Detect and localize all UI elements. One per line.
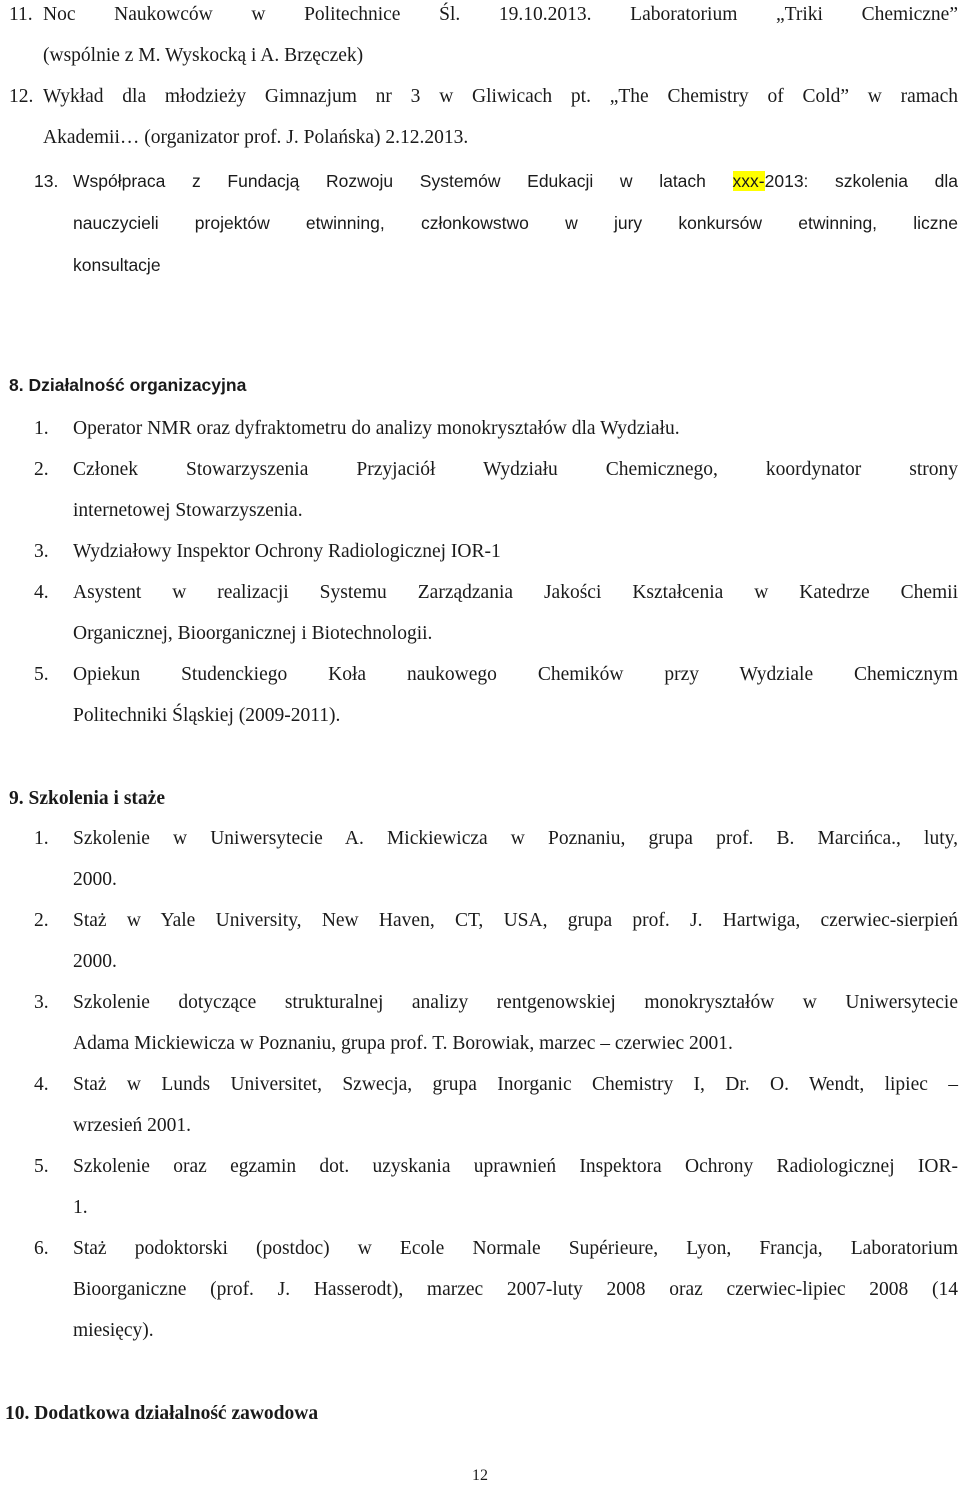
list-number: 12. xyxy=(9,86,34,107)
list-number: 3. xyxy=(34,541,49,562)
list-number: 2. xyxy=(34,910,49,931)
list-item-line: Szkolenie dotyczące strukturalnej analizy rentgenowskiej monokryształów w Uniwersytecie xyxy=(73,992,958,1013)
list-item-line: Politechniki Śląskiej (2009-2011). xyxy=(73,705,341,726)
list-number: 5. xyxy=(34,664,49,685)
page-number: 12 xyxy=(472,1467,488,1484)
list-item-line: konsultacje xyxy=(73,255,161,275)
list-number: 13. xyxy=(34,171,59,191)
list-item-line: Bioorganiczne (prof. J. Hasserodt), marzec 2007-luty 2008 oraz czerwiec-lipiec 2008 (14 xyxy=(73,1279,958,1300)
section-heading: 8. Działalność organizacyjna xyxy=(9,375,247,395)
list-item-line: Akademii… (organizator prof. J. Polańska) 2.12.2013. xyxy=(43,127,469,148)
list-item-line: Szkolenie w Uniwersytecie A. Mickiewicza w Poznaniu, grupa prof. B. Marcińca., luty, xyxy=(73,828,958,849)
list-number: 3. xyxy=(34,992,49,1013)
list-number: 11. xyxy=(9,4,33,25)
list-item-line: Noc Naukowców w Politechnice Śl. 19.10.2013. Laboratorium „Triki Chemiczne” xyxy=(43,4,958,25)
highlighted-text: xxx- xyxy=(732,171,765,191)
list-item-line: Wykład dla młodzieży Gimnazjum nr 3 w Gliwicach pt. „The Chemistry of Cold” w ramach xyxy=(43,86,958,107)
list-number: 4. xyxy=(34,582,49,603)
list-number: 2. xyxy=(34,459,49,480)
list-item-line: Organicznej, Bioorganicznej i Biotechnologii. xyxy=(73,623,433,644)
list-item-line: 2000. xyxy=(73,951,117,972)
list-number: 6. xyxy=(34,1238,49,1259)
list-item-line: Operator NMR oraz dyfraktometru do analizy monokryształów dla Wydziału. xyxy=(73,418,680,439)
list-item-line: (wspólnie z M. Wyskocką i A. Brzęczek) xyxy=(43,45,364,66)
list-item-line: 1. xyxy=(73,1197,88,1218)
list-item-line: wrzesień 2001. xyxy=(73,1115,192,1136)
list-item-line: internetowej Stowarzyszenia. xyxy=(73,500,303,521)
list-item-line: Opiekun Studenckiego Koła naukowego Chemików przy Wydziale Chemicznym xyxy=(73,664,958,685)
list-item-line: Staż podoktorski (postdoc) w Ecole Normale Supérieure, Lyon, Francja, Laboratorium xyxy=(73,1238,958,1259)
list-number: 5. xyxy=(34,1156,49,1177)
list-item-line: miesięcy). xyxy=(73,1320,154,1341)
list-number: 1. xyxy=(34,418,49,439)
list-number: 1. xyxy=(34,828,49,849)
list-item-line: Staż w Yale University, New Haven, CT, USA, grupa prof. J. Hartwiga, czerwiec-sierpień xyxy=(73,910,958,931)
list-item-line: Członek Stowarzyszenia Przyjaciół Wydziału Chemicznego, koordynator strony xyxy=(73,459,958,480)
list-item-line: Szkolenie oraz egzamin dot. uzyskania uprawnień Inspektora Ochrony Radiologicznej IOR- xyxy=(73,1156,958,1177)
list-item-line xyxy=(73,171,958,192)
section-heading: 9. Szkolenia i staże xyxy=(9,788,165,809)
list-item-line: Asystent w realizacji Systemu Zarządzania Jakości Kształcenia w Katedrze Chemii xyxy=(73,582,958,603)
list-item-line: 2000. xyxy=(73,869,117,890)
list-number: 4. xyxy=(34,1074,49,1095)
list-item-line: Adama Mickiewicza w Poznaniu, grupa prof. T. Borowiak, marzec – czerwiec 2001. xyxy=(73,1033,733,1054)
section-heading: 10. Dodatkowa działalność zawodowa xyxy=(5,1403,319,1424)
list-item-text: Współpraca z Fundacją Rozwoju Systemów Edukacji w latach xyxy=(73,171,706,191)
list-item-text: 2013: szkolenia dla xyxy=(764,171,958,191)
list-item-line: Wydziałowy Inspektor Ochrony Radiologicznej IOR-1 xyxy=(73,541,501,562)
list-item-line: Staż w Lunds Universitet, Szwecja, grupa Inorganic Chemistry I, Dr. O. Wendt, lipiec – xyxy=(73,1074,958,1095)
list-item-line: nauczycieli projektów etwinning, członkowstwo w jury konkursów etwinning, liczne xyxy=(73,213,958,233)
